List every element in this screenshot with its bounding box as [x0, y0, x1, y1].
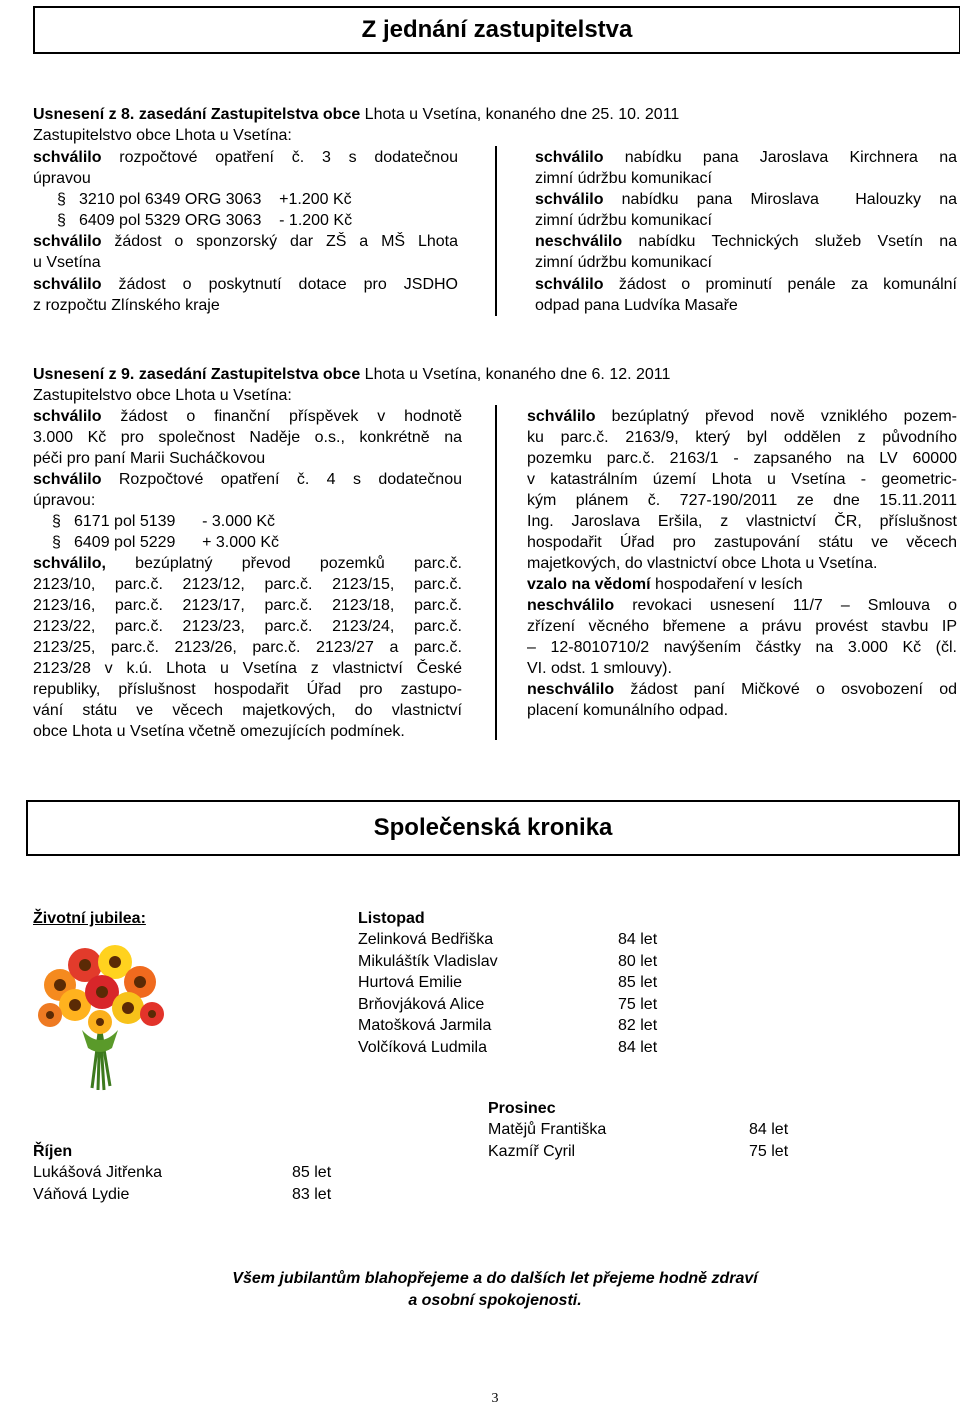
m8-right-line: odpad pana Ludvíka Masaře — [535, 297, 738, 314]
m9-right-line: neschválilo žádost paní Mičkové o osvobození od — [527, 681, 958, 698]
meeting9-heading — [33, 364, 670, 385]
m9-left-line: vání státu ve věcech majetkových, do vlastnictví — [33, 702, 462, 719]
bullet-icon: § — [52, 534, 61, 551]
meeting8-intro: Zastupitelstvo obce Lhota u Vsetína: — [33, 127, 292, 144]
jubilant-age: 80 let — [618, 952, 658, 970]
m9-right-line: pozemku parc.č. 2163/1 - zapsaného na LV 60000 — [527, 450, 957, 467]
jubilant-age: 85 let — [292, 1164, 332, 1181]
jubilee-label: Životní jubilea: — [33, 910, 146, 927]
meeting8-heading — [33, 104, 679, 125]
m9-left-line: obce Lhota u Vsetína včetně omezujících podmínek. — [33, 723, 405, 740]
jubilant-name: Brňovjáková Alice — [358, 995, 485, 1013]
m8-left-line: úpravou — [33, 170, 91, 187]
jubilant-name: Hurtová Emilie — [358, 974, 463, 991]
m9-right-line: kým plánem č. 727-190/2011 ze dne 15.11.2011 — [527, 492, 957, 509]
bullet-icon: § — [57, 212, 66, 229]
m9-right-line: hospodařit Úřad pro zastupování státu ve věcech — [527, 534, 957, 551]
jubilant-name: Mikuláštík Vladislav — [358, 952, 498, 970]
meeting9-intro: Zastupitelstvo obce Lhota u Vsetína: — [33, 387, 292, 404]
bullet-icon: § — [52, 513, 61, 530]
m9-right-line: Ing. Jaroslava Eršila, z vlastnictví ČR, příslušnost — [527, 513, 957, 530]
jubilant-age: 84 let — [618, 1038, 658, 1056]
m9-right-line: zřízení věcného břemene a právu provést stavbu IP — [527, 618, 957, 635]
m9-left-line: schválilo, bezúplatný převod pozemků parc.č. — [33, 555, 462, 572]
bullet-icon: § — [57, 191, 66, 208]
section-title: Z jednání zastupitelstva — [361, 16, 633, 43]
jubilant-name: Volčíková Ludmila — [358, 1038, 487, 1056]
jubilant-name: Matějů Františka — [488, 1121, 607, 1138]
meeting9-heading-bold: Usnesení z 9. zasedání Zastupitelstva obce — [33, 366, 361, 383]
jubilant-name: Zelinková Bedřiška — [358, 931, 494, 948]
m9-right-line: VI. odst. 1 smlouvy). — [527, 660, 672, 677]
kronika-header-box — [26, 800, 960, 856]
m9-right-line: neschválilo revokaci usnesení 11/7 – Smlouva o — [527, 597, 957, 614]
m8-left-line: schválilo rozpočtové opatření č. 3 s dodatečnou — [33, 149, 458, 166]
m8-left-bullet: § 3210 pol 6349 ORG 3063 +1.200 Kč — [57, 191, 352, 208]
jubilant-name: Matošková Jarmila — [358, 1017, 492, 1034]
m8-left-line: schválilo žádost o sponzorský dar ZŠ a MŠ Lhota — [33, 233, 458, 250]
m9-left-line: 3.000 Kč pro společnost Naděje o.s., konkrétně na — [33, 429, 462, 446]
column-divider — [495, 405, 497, 740]
m9-right-line: – 12-8010710/2 navýšením částky na 3.000 Kč (čl. — [527, 639, 957, 656]
m9-right-line: vzalo na vědomí hospodaření v lesích — [527, 576, 803, 593]
jubilant-age: 83 let — [292, 1185, 332, 1203]
m8-right-line: zimní údržbu komunikací — [535, 170, 712, 187]
m9-right-line: ku parc.č. 2163/9, který byl oddělen z původního — [527, 429, 957, 446]
m9-right-line: placení komunálního odpad. — [527, 702, 729, 719]
wish-line-1: Všem jubilantům blahopřejeme a do dalších let přejeme hodně zdraví — [232, 1270, 758, 1287]
meeting9-heading-rest: Lhota u Vsetína, konaného dne 6. 12. 2011 — [360, 366, 671, 383]
m8-right-line: zimní údržbu komunikací — [535, 212, 712, 229]
m9-left-line: 2123/28 v k.ú. Lhota u Vsetína z vlastnictví České — [33, 660, 462, 677]
month-prosinec: Prosinec — [488, 1100, 556, 1117]
m8-right-line: schválilo žádost o prominutí penále za komunální — [535, 276, 957, 293]
m9-left-line: péči pro paní Marii Sucháčkovou — [33, 450, 266, 467]
column-divider — [495, 146, 497, 316]
page-number: 3 — [491, 1391, 499, 1406]
section-header-box — [33, 6, 960, 54]
m9-left-bullet: § 6409 pol 5229 + 3.000 Kč — [52, 534, 280, 551]
m8-right-line: schválilo nabídku pana Miroslava Halouzky na — [535, 191, 957, 208]
m8-left-bullet: § 6409 pol 5329 ORG 3063 - 1.200 Kč — [57, 212, 353, 229]
m9-left-line: úpravou: — [33, 492, 96, 509]
m9-left-line: republiky, příslušnost hospodařit Úřad pro zastupo- — [33, 681, 462, 698]
wish-line-2: a osobní spokojenosti. — [408, 1292, 582, 1309]
flower-bouquet-icon — [30, 930, 170, 1095]
m8-right-line: neschválilo nabídku Technických služeb Vsetín na — [535, 233, 957, 250]
m8-left-line: z rozpočtu Zlínského kraje — [33, 297, 220, 314]
jubilant-age: 85 let — [618, 974, 658, 991]
m9-left-line: 2123/10, parc.č. 2123/12, parc.č. 2123/15, parc.č. — [33, 576, 462, 593]
meeting8-heading-bold: Usnesení z 8. zasedání Zastupitelstva obce — [33, 106, 361, 123]
jubilant-age: 75 let — [749, 1142, 789, 1160]
jubilant-name: Lukášová Jitřenka — [33, 1164, 162, 1181]
m8-right-line: zimní údržbu komunikací — [535, 254, 712, 271]
m9-left-line: schválilo žádost o finanční příspěvek v hodnotě — [33, 408, 462, 425]
jubilant-age: 82 let — [618, 1017, 658, 1034]
jubilant-age: 84 let — [618, 931, 658, 948]
m9-right-line: v katastrálním území Lhota u Vsetína - geometric- — [527, 471, 957, 488]
m8-left-line: schválilo žádost o poskytnutí dotace pro JSDHO — [33, 276, 458, 293]
jubilant-age: 75 let — [618, 995, 658, 1013]
m9-left-line: 2123/22, parc.č. 2123/23, parc.č. 2123/24, parc.č. — [33, 618, 462, 635]
m9-right-line: majetkových, do vlastnictví obce Lhota u Vsetína. — [527, 555, 878, 572]
m9-left-line: schválilo Rozpočtové opatření č. 4 s dodatečnou — [33, 471, 462, 488]
m9-left-line: 2123/25, parc.č. 2123/26, parc.č. 2123/27 a parc.č. — [33, 639, 462, 656]
jubilant-name: Váňová Lydie — [33, 1185, 130, 1203]
m9-left-bullet: § 6171 pol 5139 - 3.000 Kč — [52, 513, 276, 530]
jubilant-name: Kazmíř Cyril — [488, 1142, 576, 1160]
m8-right-line: schválilo nabídku pana Jaroslava Kirchnera na — [535, 149, 957, 166]
m9-right-line: schválilo bezúplatný převod nově vzniklého pozem- — [527, 408, 957, 425]
month-rijen: Říjen — [33, 1143, 73, 1160]
jubilant-age: 84 let — [749, 1121, 789, 1138]
meeting8-heading-rest: Lhota u Vsetína, konaného dne 25. 10. 2011 — [360, 106, 680, 123]
m8-left-line: u Vsetína — [33, 254, 101, 271]
month-listopad: Listopad — [358, 910, 425, 927]
flower-bouquet-image — [30, 930, 170, 1095]
kronika-title: Společenská kronika — [373, 814, 613, 841]
m9-left-line: 2123/16, parc.č. 2123/17, parc.č. 2123/18, parc.č. — [33, 597, 462, 614]
